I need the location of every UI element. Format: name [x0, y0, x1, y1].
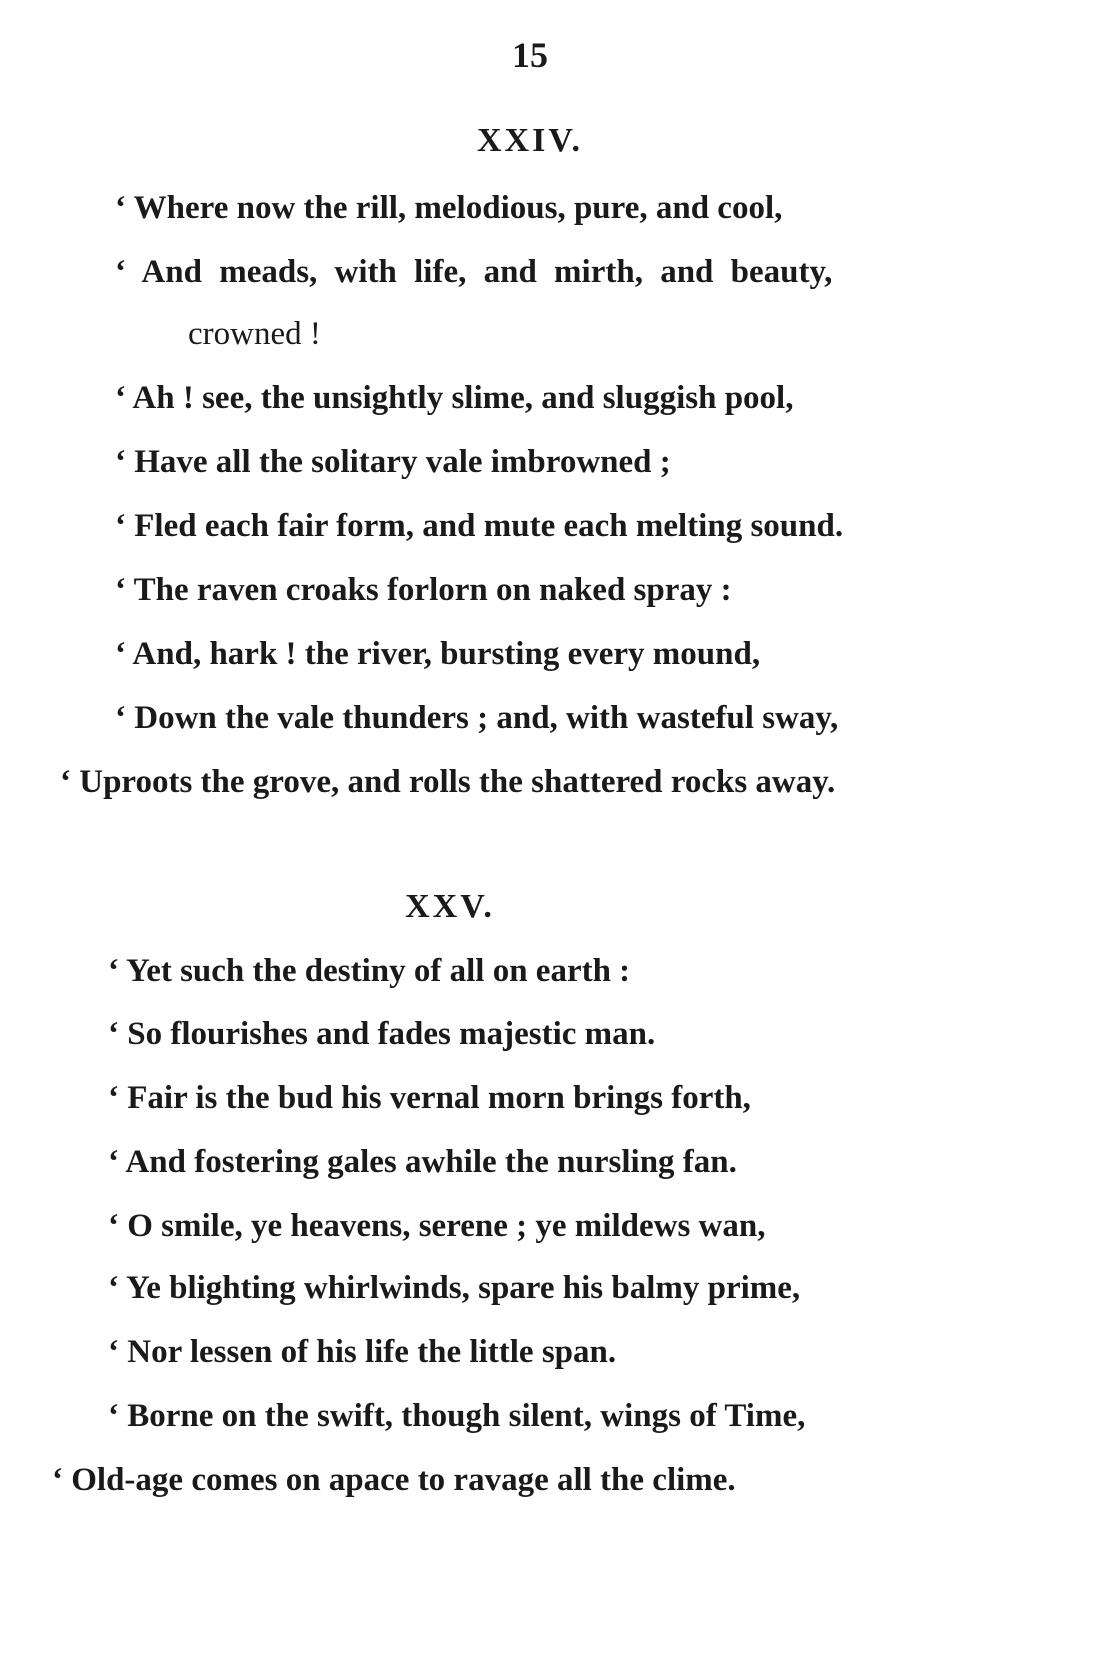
verse-line: ‘ Fair is the bud his vernal morn brings forth,	[108, 1080, 751, 1116]
verse-line: ‘ So flourishes and fades majestic man.	[108, 1016, 656, 1052]
verse-line: ‘ Nor lessen of his life the little span.	[108, 1334, 617, 1370]
verse-line: ‘ O smile, ye heavens, serene ; ye mildews wan,	[108, 1208, 766, 1244]
verse-line: ‘ Fled each fair form, and mute each melting sound.	[115, 508, 844, 544]
verse-line: ‘ Down the vale thunders ; and, with wasteful sway,	[115, 700, 839, 736]
verse-line: ‘ Ye blighting whirlwinds, spare his balmy prime,	[108, 1270, 801, 1306]
verse-line: ‘ Uproots the grove, and rolls the shattered rocks away.	[60, 764, 836, 800]
verse-line: ‘ Have all the solitary vale imbrowned ;	[115, 444, 671, 480]
stanza-title: XXIV.	[476, 122, 583, 159]
verse-line: ‘ And fostering gales awhile the nursling fan.	[108, 1144, 737, 1180]
page-number: 15	[512, 35, 548, 75]
verse-line: ‘ Old-age comes on apace to ravage all the clime.	[52, 1462, 736, 1498]
verse-line: ‘ And, hark ! the river, bursting every mound,	[115, 636, 761, 672]
verse-line: ‘ Where now the rill, melodious, pure, and cool,	[115, 190, 783, 226]
verse-line: ‘ Yet such the destiny of all on earth :	[108, 953, 631, 989]
verse-line: ‘ Borne on the swift, though silent, wings of Time,	[108, 1398, 806, 1434]
verse-line: ‘ Ah ! see, the unsightly slime, and sluggish pool,	[115, 380, 794, 416]
stanza-title: XXV.	[405, 888, 495, 925]
verse-line: crowned !	[188, 316, 321, 352]
verse-line: ‘ The raven croaks forlorn on naked spray :	[115, 572, 732, 608]
verse-line: ‘ And meads, with life, and mirth, and beauty,	[115, 254, 833, 290]
